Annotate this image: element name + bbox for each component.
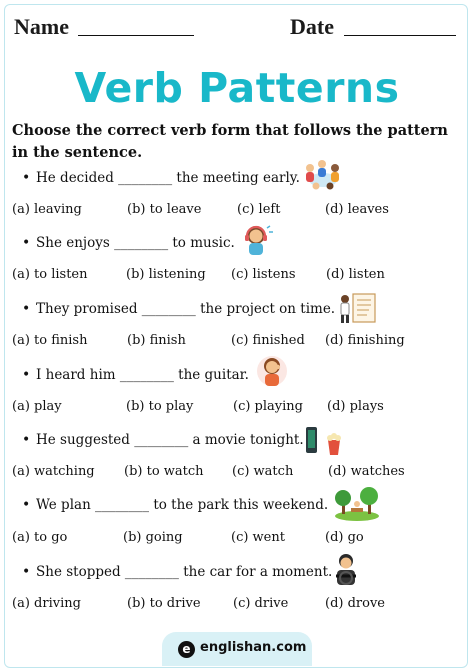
bullet: • — [22, 235, 31, 251]
option-c[interactable]: (c) left — [237, 202, 281, 217]
footer-badge — [162, 632, 312, 666]
bullet: • — [22, 170, 31, 186]
girl-headphones-icon — [238, 222, 274, 256]
meeting-people-icon — [302, 156, 344, 194]
bullet: • — [22, 497, 31, 513]
park-trees-icon — [333, 486, 381, 522]
option-a[interactable]: (a) watching — [12, 464, 95, 479]
option-b[interactable]: (b) going — [123, 530, 183, 545]
option-c[interactable]: (c) finished — [231, 333, 305, 348]
girl-listening-icon — [254, 354, 290, 388]
option-c[interactable]: (c) listens — [231, 267, 296, 282]
option-a[interactable]: (a) driving — [12, 596, 81, 611]
question-2 — [22, 235, 235, 251]
options-row-5 — [12, 464, 472, 482]
option-a[interactable]: (a) to listen — [12, 267, 88, 282]
option-d[interactable]: (d) drove — [325, 596, 385, 611]
options-row-3 — [12, 333, 472, 351]
option-b[interactable]: (b) to play — [126, 399, 194, 414]
question-text: We plan ________ to the park this weekend. — [36, 497, 329, 513]
option-b[interactable]: (b) listening — [126, 267, 206, 282]
question-text: She stopped ________ the car for a moment. — [36, 564, 333, 580]
option-d[interactable]: (d) listen — [326, 267, 385, 282]
option-b[interactable]: (b) to drive — [127, 596, 201, 611]
options-row-6 — [12, 530, 472, 548]
option-b[interactable]: (b) to watch — [124, 464, 204, 479]
options-row-7 — [12, 596, 472, 614]
option-d[interactable]: (d) leaves — [325, 202, 389, 217]
option-a[interactable]: (a) leaving — [12, 202, 82, 217]
site-logo-icon: e — [178, 641, 195, 658]
bullet: • — [22, 564, 31, 580]
options-row-1 — [12, 202, 472, 220]
question-5 — [22, 432, 304, 448]
option-c[interactable]: (c) drive — [233, 596, 289, 611]
question-text: He suggested ________ a movie tonight. — [36, 432, 304, 448]
question-1 — [22, 170, 300, 186]
option-d[interactable]: (d) finishing — [325, 333, 405, 348]
page-title: Verb Patterns — [74, 64, 400, 112]
option-a[interactable]: (a) play — [12, 399, 62, 414]
option-d[interactable]: (d) go — [325, 530, 364, 545]
option-a[interactable]: (a) to finish — [12, 333, 88, 348]
option-b[interactable]: (b) to leave — [127, 202, 202, 217]
instruction-text: Choose the correct verb form that follows the pattern in the sentence. — [12, 122, 448, 161]
bullet: • — [22, 367, 31, 383]
question-text: She enjoys ________ to music. — [36, 235, 235, 251]
question-7 — [22, 564, 332, 580]
name-line — [78, 35, 194, 36]
option-c[interactable]: (c) playing — [233, 399, 303, 414]
bullet: • — [22, 432, 31, 448]
option-d[interactable]: (d) plays — [327, 399, 384, 414]
question-4 — [22, 367, 249, 383]
phone-popcorn-icon — [302, 424, 346, 458]
man-driving-icon — [328, 550, 364, 588]
option-d[interactable]: (d) watches — [328, 464, 405, 479]
date-line — [344, 35, 456, 36]
question-3 — [22, 301, 335, 317]
bullet: • — [22, 301, 31, 317]
option-c[interactable]: (c) went — [231, 530, 285, 545]
question-text: He decided ________ the meeting early. — [36, 170, 300, 186]
question-text: I heard him ________ the guitar. — [36, 367, 249, 383]
question-6 — [22, 497, 328, 513]
option-b[interactable]: (b) finish — [127, 333, 186, 348]
name-label: Name — [14, 14, 69, 39]
option-c[interactable]: (c) watch — [232, 464, 294, 479]
date-label: Date — [290, 14, 334, 39]
presentation-board-icon — [336, 290, 378, 326]
option-a[interactable]: (a) to go — [12, 530, 68, 545]
question-text: They promised ________ the project on time. — [36, 301, 336, 317]
worksheet-header — [14, 14, 460, 44]
options-row-4 — [12, 399, 472, 417]
options-row-2 — [12, 267, 472, 285]
site-url[interactable]: englishan.com — [200, 640, 307, 655]
